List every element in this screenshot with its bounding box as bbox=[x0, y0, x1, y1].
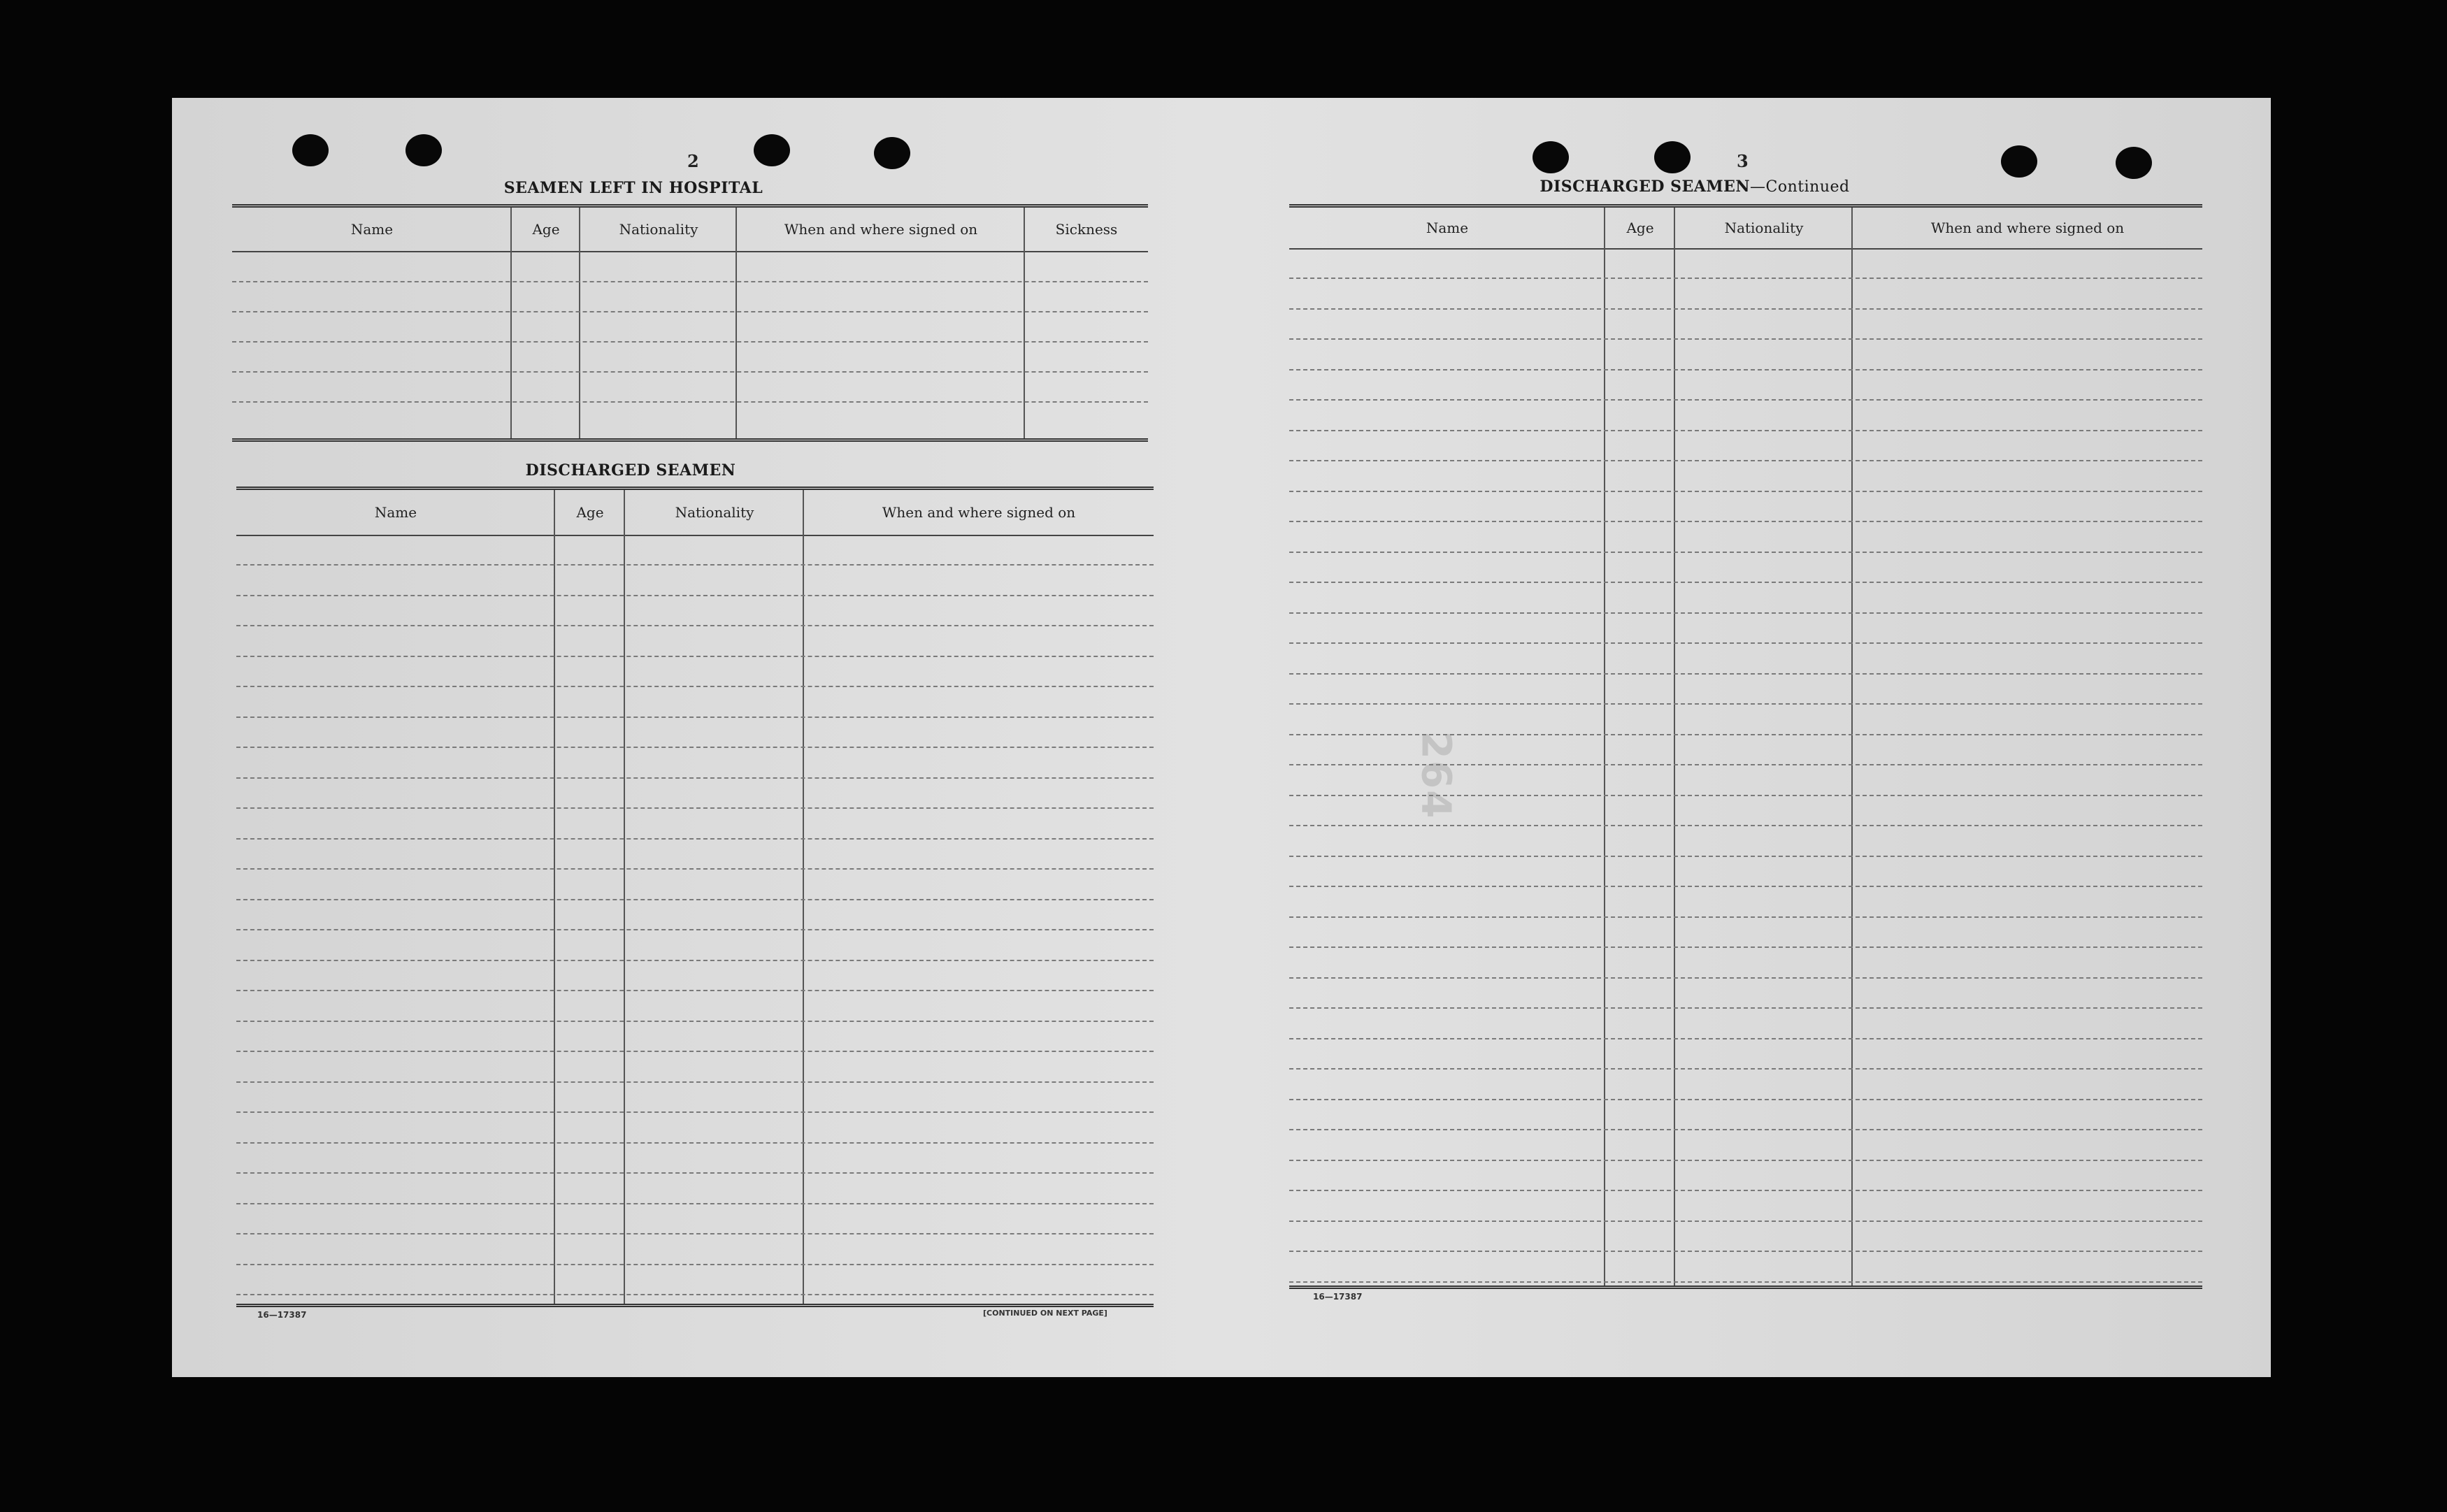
entry-line bbox=[1289, 1099, 2202, 1100]
discharged-right-col-age: Age bbox=[1626, 219, 1654, 236]
entry-line bbox=[1289, 825, 2202, 826]
discharged-left-header bbox=[236, 490, 1154, 536]
entry-line bbox=[236, 868, 1154, 870]
hospital-col-name: Name bbox=[350, 221, 394, 238]
hospital-col-sickness: Sickness bbox=[1055, 221, 1118, 238]
entry-line bbox=[232, 401, 1148, 403]
hospital-col-nationality: Nationality bbox=[619, 221, 698, 238]
discharged-right-col-signed-on: When and where signed on bbox=[1930, 219, 2125, 236]
entry-line bbox=[236, 1051, 1154, 1052]
entry-line bbox=[1289, 491, 2202, 492]
entry-line bbox=[1289, 430, 2202, 431]
entry-line bbox=[1289, 308, 2202, 310]
entry-line bbox=[232, 371, 1148, 373]
column-divider bbox=[554, 490, 555, 1304]
entry-line bbox=[1289, 1221, 2202, 1222]
entry-line bbox=[236, 960, 1154, 961]
entry-line bbox=[236, 1294, 1154, 1295]
discharged-left-col-age: Age bbox=[576, 504, 604, 521]
entry-line bbox=[1289, 399, 2202, 401]
hospital-table-header bbox=[232, 208, 1148, 252]
entry-line bbox=[236, 656, 1154, 657]
entry-line bbox=[1289, 946, 2202, 948]
entry-line bbox=[232, 341, 1148, 343]
entry-line bbox=[236, 1264, 1154, 1265]
entry-line bbox=[232, 311, 1148, 312]
entry-line bbox=[1289, 673, 2202, 675]
entry-line bbox=[1289, 1068, 2202, 1070]
entry-line bbox=[1289, 612, 2202, 614]
entry-line bbox=[1289, 764, 2202, 765]
discharged-right-col-name: Name bbox=[1426, 219, 1469, 236]
discharged-continued-title-main: DISCHARGED SEAMEN bbox=[1540, 178, 1751, 196]
entry-line bbox=[236, 899, 1154, 900]
entry-line bbox=[1289, 795, 2202, 796]
discharged-table-right bbox=[1289, 204, 2202, 1289]
column-divider bbox=[1024, 208, 1025, 438]
column-divider bbox=[735, 208, 737, 438]
discharged-continued-title-suffix: —Continued bbox=[1750, 178, 1850, 196]
entry-line bbox=[1289, 977, 2202, 979]
binder-hole bbox=[2001, 145, 2037, 178]
entry-line bbox=[1289, 582, 2202, 583]
entry-line bbox=[1289, 1281, 2202, 1283]
binder-hole bbox=[406, 134, 442, 166]
discharged-right-col-nationality: Nationality bbox=[1724, 219, 1804, 236]
hospital-table-title: SEAMEN LEFT IN HOSPITAL bbox=[503, 179, 763, 197]
right-form-number: 16—17387 bbox=[1313, 1292, 1363, 1302]
entry-line bbox=[236, 838, 1154, 840]
left-page-number: 2 bbox=[687, 151, 699, 171]
entry-line bbox=[236, 1142, 1154, 1144]
binder-hole bbox=[874, 137, 910, 169]
hospital-col-age: Age bbox=[532, 221, 560, 238]
binder-hole bbox=[2116, 147, 2152, 179]
column-divider bbox=[510, 208, 512, 438]
entry-line bbox=[1289, 278, 2202, 279]
binder-hole bbox=[1654, 141, 1691, 173]
entry-line bbox=[236, 625, 1154, 626]
discharged-continued-title bbox=[1291, 178, 2099, 196]
entry-line bbox=[1289, 1190, 2202, 1191]
document-sheet bbox=[172, 98, 2271, 1377]
entry-line bbox=[1289, 703, 2202, 705]
entry-line bbox=[1289, 1038, 2202, 1039]
binder-hole bbox=[754, 134, 790, 166]
discharged-left-col-name: Name bbox=[374, 504, 417, 521]
discharged-left-col-signed-on: When and where signed on bbox=[882, 504, 1076, 521]
entry-line bbox=[1289, 642, 2202, 644]
entry-line bbox=[236, 1021, 1154, 1022]
left-form-number: 16—17387 bbox=[257, 1310, 307, 1320]
entry-line bbox=[232, 281, 1148, 282]
entry-line bbox=[1289, 1129, 2202, 1130]
entry-line bbox=[236, 717, 1154, 718]
entry-line bbox=[236, 686, 1154, 687]
entry-line bbox=[1289, 460, 2202, 461]
entry-line bbox=[236, 1111, 1154, 1113]
entry-line bbox=[1289, 916, 2202, 918]
entry-line bbox=[236, 777, 1154, 779]
discharged-right-header bbox=[1289, 208, 2202, 250]
hospital-col-signed-on: When and where signed on bbox=[784, 221, 978, 238]
entry-line bbox=[236, 1081, 1154, 1083]
discharged-table-title: DISCHARGED SEAMEN bbox=[525, 461, 736, 480]
entry-line bbox=[236, 990, 1154, 991]
entry-line bbox=[1289, 1251, 2202, 1252]
entry-line bbox=[1289, 886, 2202, 887]
entry-line bbox=[1289, 734, 2202, 735]
right-page-number: 3 bbox=[1737, 151, 1749, 171]
entry-line bbox=[236, 807, 1154, 809]
column-divider bbox=[803, 490, 804, 1304]
discharged-table-left bbox=[236, 487, 1154, 1307]
continued-note: [CONTINUED ON NEXT PAGE] bbox=[983, 1309, 1107, 1318]
entry-line bbox=[236, 747, 1154, 748]
binder-hole bbox=[1533, 141, 1569, 173]
entry-line bbox=[1289, 521, 2202, 522]
binder-hole bbox=[292, 134, 329, 166]
entry-line bbox=[1289, 369, 2202, 370]
page-stamp-watermark: 264 bbox=[1412, 730, 1461, 820]
entry-line bbox=[1289, 552, 2202, 553]
entry-line bbox=[1289, 1007, 2202, 1009]
entry-line bbox=[1289, 856, 2202, 857]
entry-line bbox=[236, 1233, 1154, 1234]
entry-line bbox=[236, 595, 1154, 596]
entry-line bbox=[236, 1203, 1154, 1204]
entry-line bbox=[1289, 338, 2202, 340]
entry-line bbox=[236, 929, 1154, 930]
entry-line bbox=[236, 564, 1154, 566]
entry-line bbox=[236, 1172, 1154, 1174]
column-divider bbox=[624, 490, 625, 1304]
hospital-table bbox=[232, 204, 1148, 442]
entry-line bbox=[1289, 1160, 2202, 1161]
column-divider bbox=[579, 208, 580, 438]
discharged-left-col-nationality: Nationality bbox=[675, 504, 754, 521]
